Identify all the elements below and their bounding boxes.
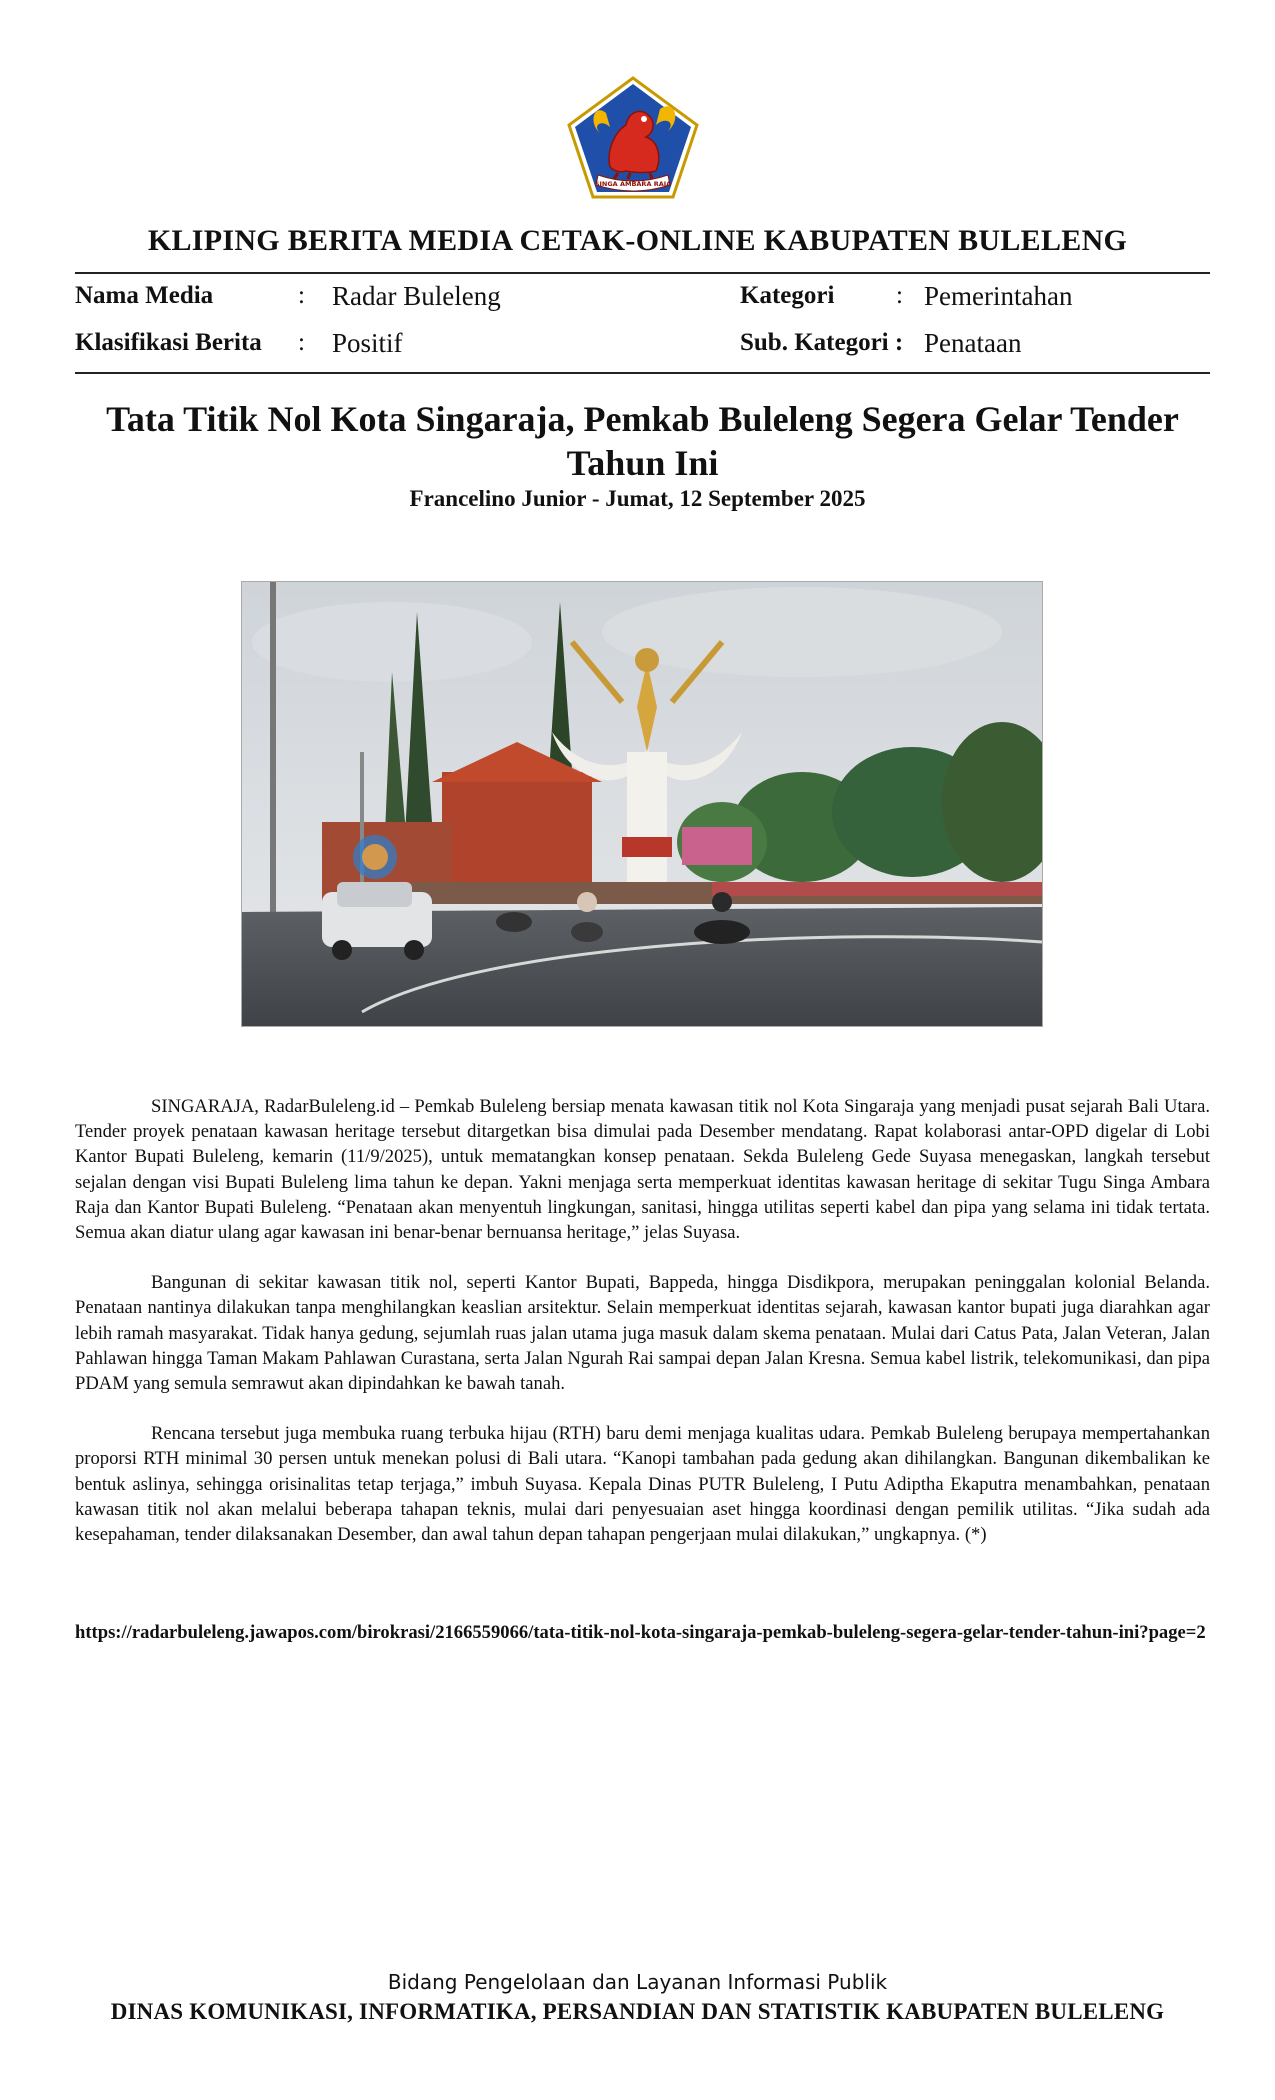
regency-emblem-logo: [566, 75, 700, 200]
nama-media-value: Radar Buleleng: [332, 281, 501, 311]
sub-kategori-value: Penataan: [924, 328, 1022, 358]
footer-department: Bidang Pengelolaan dan Layanan Informasi Publik: [387, 1970, 888, 1994]
klasifikasi-label: Klasifikasi Berita: [75, 329, 262, 356]
klasifikasi-value: Positif: [332, 328, 403, 358]
logo-motto-text: SINGA AMBARA RAJA: [594, 180, 672, 188]
article-paragraph: Bangunan di sekitar kawasan titik nol, seperti Kantor Bupati, Bappeda, hingga Disdikpora, merupakan peninggalan kolonial Belanda. Penataan nantinya dilakukan tanpa menghilangkan keaslian arsitektur. Selain memperkuat identitas sejarah, kawasan kantor bupati juga diarahkan agar lebih ramah masyarakat. Tidak hanya gedung, sejumlah ruas jalan utama juga masuk dalam skema penataan. Mulai dari Catus Pata, Jalan Veteran, Jalan Pahlawan hingga Taman Makam Pahlawan Curastana, serta Jalan Ngurah Rai sampai depan Jalan Kresna. Semua kabel listrik, telekomunikasi, dan pipa PDAM yang semula semrawut akan dipindahkan ke bawah tanah.: [75, 1272, 1210, 1395]
footer-agency: DINAS KOMUNIKASI, INFORMATIKA, PERSANDIAN DAN STATISTIK KABUPATEN BULELENG: [110, 1999, 1165, 2024]
kategori-value: Pemerintahan: [924, 281, 1073, 311]
article-paragraph: SINGARAJA, RadarBuleleng.id – Pemkab Buleleng bersiap menata kawasan titik nol Kota Singaraja yang menjadi pusat sejarah Bali Utara. Tender proyek penataan kawasan heritage tersebut ditargetkan bisa dimulai pada Desember mendatang. Rapat kolaborasi antar-OPD digelar di Lobi Kantor Bupati Buleleng, kemarin (11/9/2025), untuk mematangkan konsep penataan. Sekda Buleleng Gede Suyasa menegaskan, langkah tersebut sejalan dengan visi Bupati Buleleng lima tahun ke depan. Yakni menjaga serta memperkuat identitas kawasan heritage di sekitar Tugu Singa Ambara Raja dan Kantor Bupati Buleleng. “Penataan akan menyentuh lingkungan, sanitasi, hingga utilitas seperti kabel dan pipa yang selama ini tidak tertata. Semua akan diatur ulang agar kawasan ini benar-benar bernuansa heritage,” jelas Suyasa.: [75, 1096, 1210, 1244]
nama-media-separator: :: [298, 282, 305, 309]
article-paragraph: Rencana tersebut juga membuka ruang terbuka hijau (RTH) baru demi menjaga kualitas udara. Pemkab Buleleng berupaya mempertahankan proporsi RTH minimal 30 persen untuk menekan polusi di Bali utara. “Kanopi tambahan pada gedung akan dihilangkan. Bangunan dikembalikan ke bentuk aslinya, sehingga orisinalitas tetap terjaga,” imbuh Suyasa. Kepala Dinas PUTR Buleleng, I Putu Adiptha Ekaputra menambahkan, penataan kawasan titik nol akan melalui beberapa tahapan teknis, mulai dari penyesuaian aset hingga koordinasi dengan pemilik utilitas. “Jika sudah ada kesepahaman, tender dilaksanakan Desember, dan awal tahun depan tahapan pengerjaan mulai dilakukan,” ungkapnya. (*): [75, 1423, 1210, 1546]
source-url[interactable]: https://radarbuleleng.jawapos.com/birokrasi/2166559066/tata-titik-nol-kota-singaraja-pemkab-buleleng-segera-gelar-tender-tahun-ini?page=2: [75, 1622, 1206, 1643]
masthead-title: KLIPING BERITA MEDIA CETAK-ONLINE KABUPATEN BULELENG: [147, 224, 1128, 257]
article-headline: Tata Titik Nol Kota Singaraja, Pemkab Buleleng Segera Gelar Tender Tahun Ini: [106, 399, 1179, 483]
article-body: [75, 1094, 1210, 1572]
nama-media-label: Nama Media: [75, 282, 214, 309]
sub-kategori-label: Sub. Kategori :: [740, 329, 904, 356]
article-photo: [241, 581, 1043, 1027]
kategori-label: Kategori: [740, 282, 835, 309]
header-divider-bottom: [75, 372, 1210, 374]
article-byline: Francelino Junior - Jumat, 12 September 2025: [409, 486, 866, 511]
header-divider-top: [75, 272, 1210, 274]
kategori-separator: :: [896, 282, 903, 309]
klasifikasi-separator: :: [298, 329, 305, 356]
